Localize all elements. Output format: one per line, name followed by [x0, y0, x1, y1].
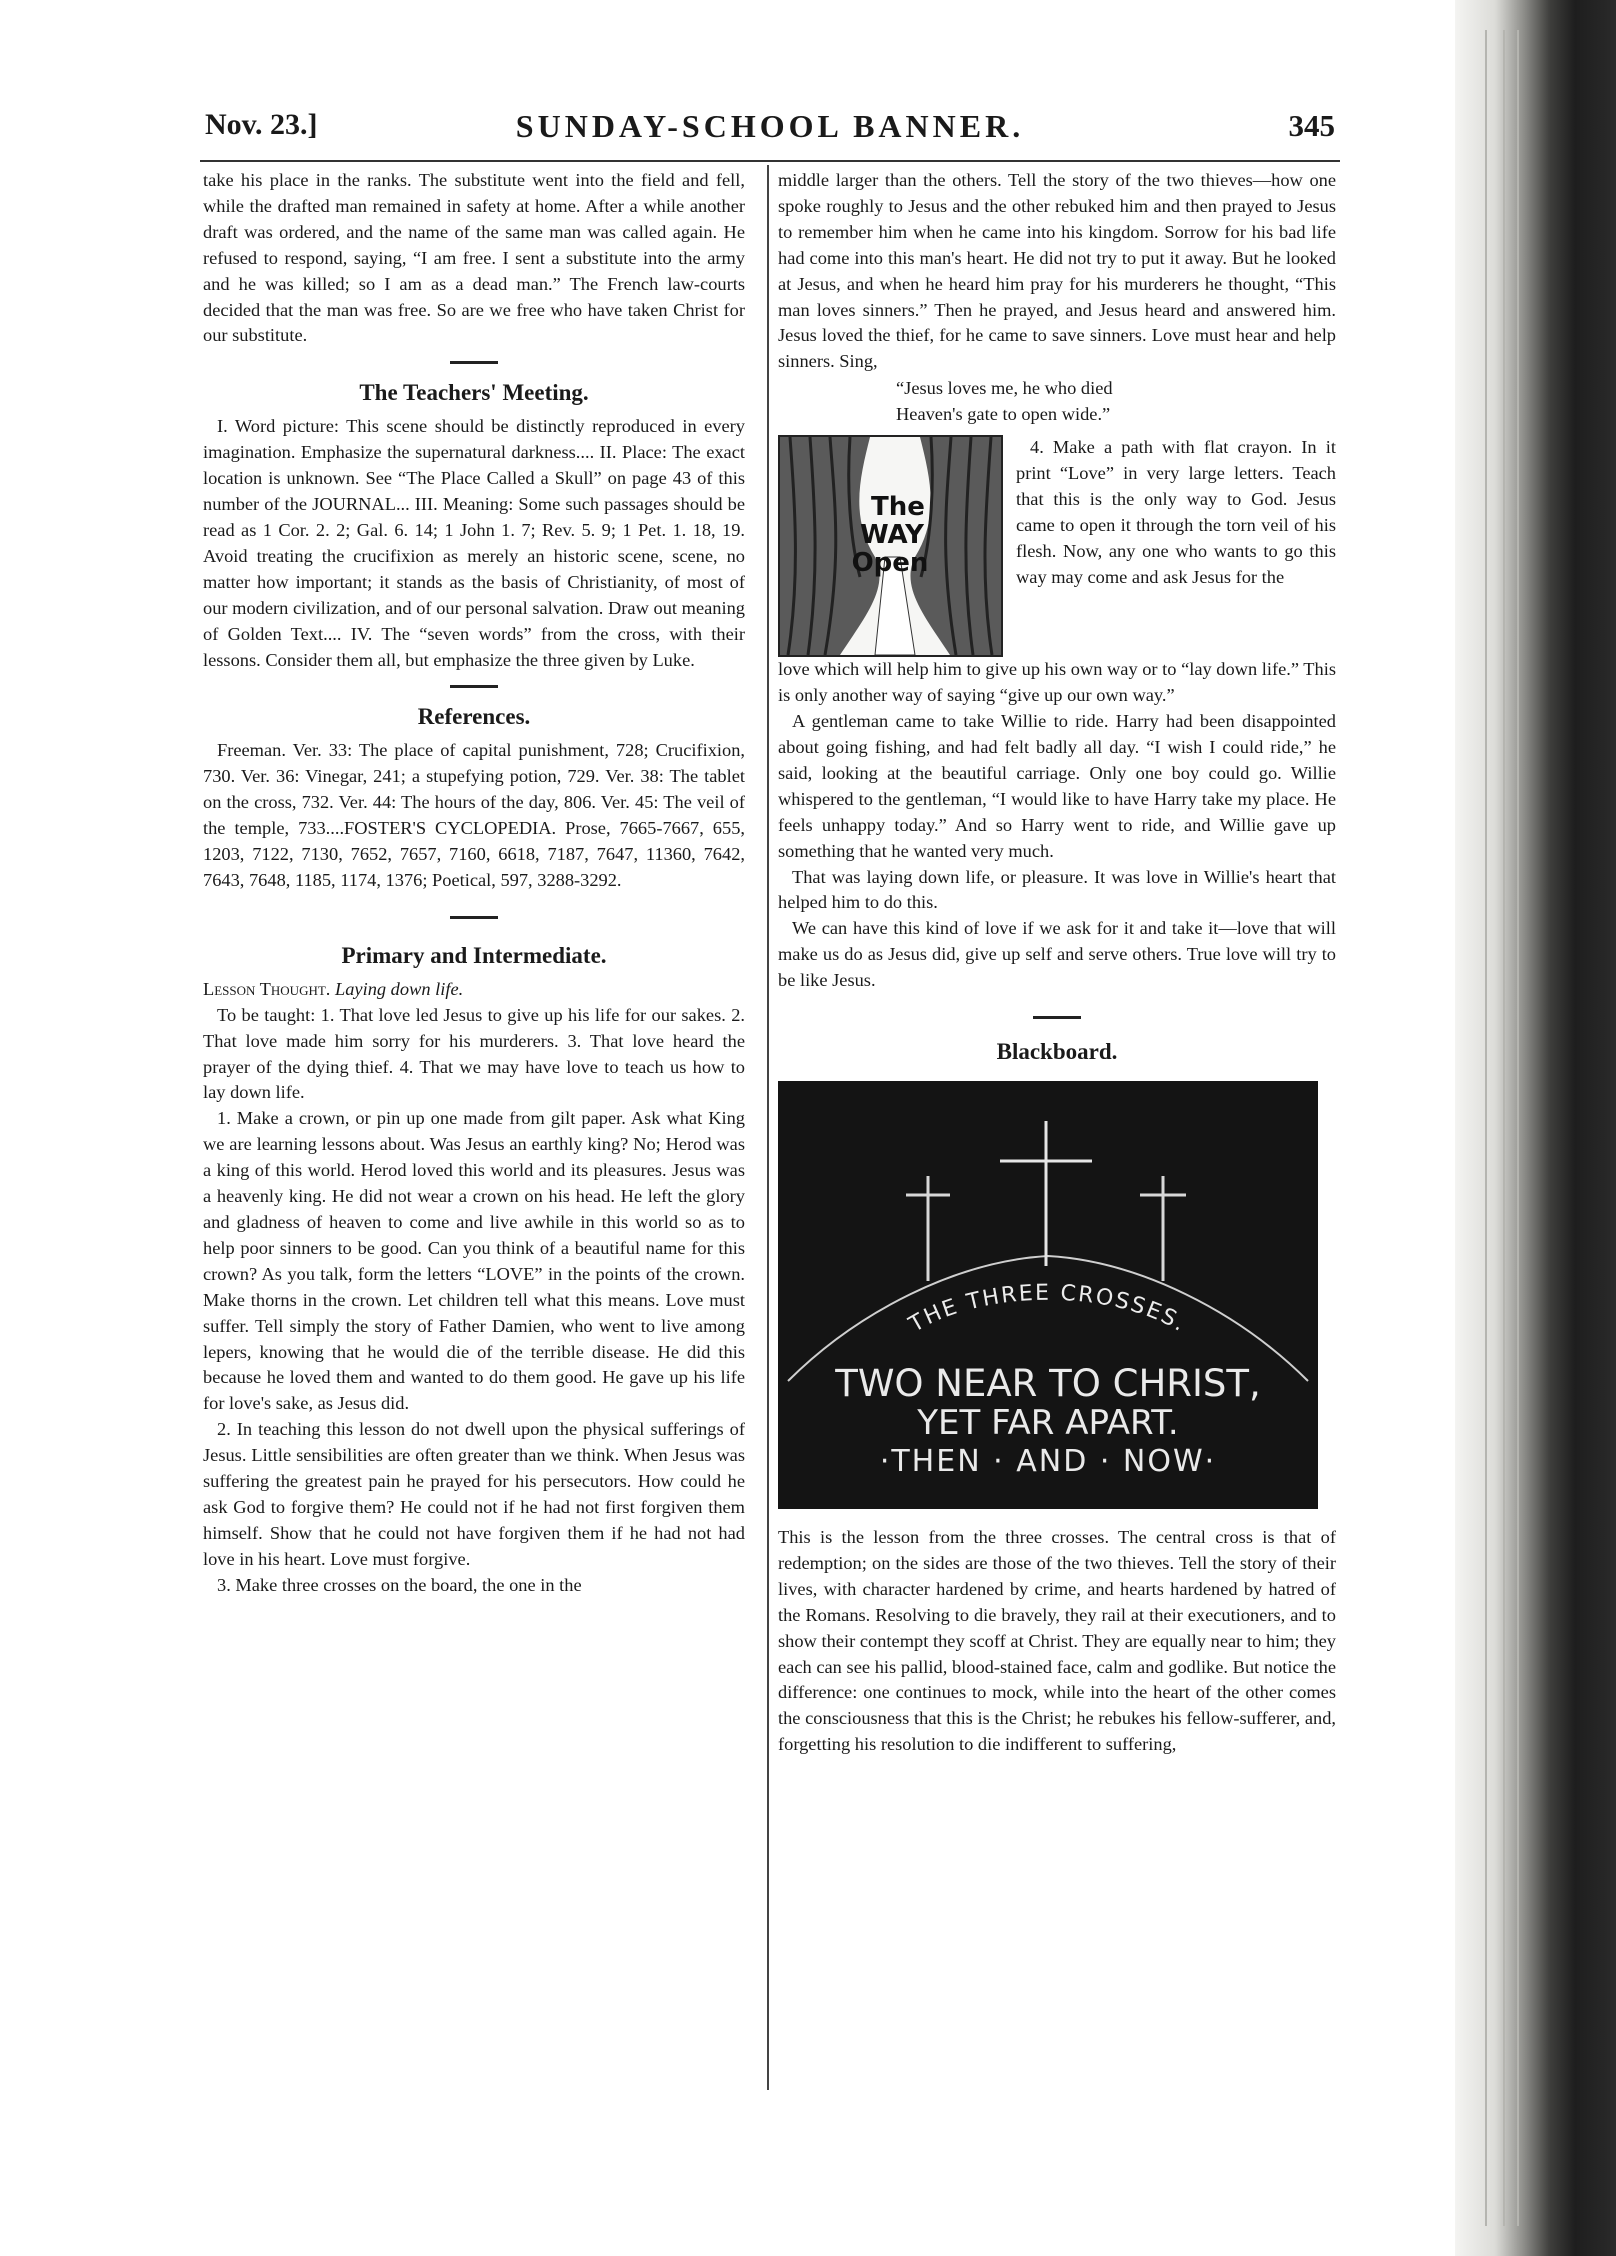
- verse-line-1: “Jesus loves me, he who died: [896, 378, 1113, 399]
- blackboard-line-1: TWO NEAR TO CHRIST,: [835, 1362, 1261, 1406]
- teachers-meeting-text: I. Word picture: This scene should be distinctly reproduced in every imagination. Emphasize the supernatural darkness.... II. Place: The exact location is unknown. See “The Place Called a Skull” on page 4​3 of this number of the JOURNAL... III. Meaning: Some such passages should be read as 1 Cor. 2. 2; Gal. 6. 14; 1 John 1. 7; Rev. 5. 9; 1 Pet. 1. 18, 19. Avoid treating the crucifixion as merely an historic scene, scene, no matter how important; it stands as the basis of Christianity, of most of our modern civilization, and of our personal salvation. Draw out meaning of Golden Text.... IV. The “seven words” from the cross, with their lessons. Consider them all, but emphasize the three given by Luke.: [203, 416, 745, 670]
- blackboard-illustration: [778, 1081, 1318, 1509]
- way-open-block: [778, 435, 1336, 657]
- right-column: [778, 168, 1336, 1758]
- header-date: Nov. 23.]: [205, 108, 318, 141]
- page-header: [205, 108, 1335, 158]
- header-page-number: 345: [1288, 108, 1335, 143]
- blackboard-heading: Blackboard.: [996, 1039, 1118, 1065]
- page-binding-edge: [1455, 0, 1616, 2256]
- header-title: SUNDAY-SCHOOL BANNER.: [515, 108, 1025, 144]
- section-divider: [450, 916, 498, 919]
- curtain-drawing: [780, 437, 1001, 655]
- willie-story: A gentleman came to take Willie to ride. Harry had been disappointed about going fishing, and had felt badly all day. “I wish I could ride,” he said, looking at the beautiful carriage. Only one boy could go. Willie whispered to the gentleman, “I would like to have Harry take my place. He feels unhappy today.” And so Harry went to ride, and Willie gave up something that he wanted very much.: [778, 711, 1336, 861]
- section-divider: [450, 361, 498, 364]
- way-word-3: Open: [851, 548, 929, 579]
- point-4-text: 4. Make a path with flat crayon. In it print “Love” in very large letters. Teach that this is the only way to God. Jesus came to open it through the torn veil of his flesh. Now, any one who wants to go this way may come and ask Jesus for the: [1016, 437, 1336, 587]
- point-2: 2. In teaching this lesson do not dwell upon the physical sufferings of Jesus. Little sensibilities are often greater than we think. When Jesus was suffering the greatest pain he prayed for his persecutors. How could he ask God to forgive them? He could not if he had not first forgiven them himself. Show that he could not have forgiven them if he had not had love in his heart. Love must forgive.: [203, 1419, 745, 1569]
- lesson-thought-text: Laying down life.: [335, 978, 464, 999]
- hymn-verse: [896, 375, 1336, 427]
- lesson-thought-label: Lesson Thought.: [203, 978, 331, 999]
- point-1: 1. Make a crown, or pin up one made from gilt paper. Ask what King we are learning lessons about. Was Jesus an earthly king? No; Herod was a king of this world. Herod loved this world and its pleasures. Jesus was a heavenly king. He did not wear a crown on his head. He left the glory and gladness of heaven to come and live awhile in this world so as to help poor sinners to be good. Can you think of a beautiful name for this crown? As you talk, form the letters “LOVE” in the points of the crown. Make thorns in the crown. Let children tell what this means. Love must suffer. Tell simply the story of Father Damien, who went to live among lepers, knowing that he would die of the terrible disease. He did this because he loved them and wanted to do them good. He gave up his life for love's sake, as Jesus did.: [203, 1108, 745, 1414]
- left-column: [203, 168, 745, 1599]
- arc-text: THE THREE CROSSES.: [905, 1280, 1192, 1338]
- header-rule: [200, 160, 1340, 162]
- laying-down-life: That was laying down life, or pleasure. It was love in Willie's heart that helped him to do this.: [778, 866, 1336, 913]
- teachers-meeting-heading: The Teachers' Meeting.: [359, 380, 589, 406]
- blackboard-line-3: ·THEN · AND · NOW·: [879, 1444, 1217, 1480]
- intro-paragraph: take his place in the ranks. The substitute went into the field and fell, while the drafted man remained in safety at home. After a while another draft was ordered, and the name of the same man was called again. He refused to respond, saying, “I am free. I sent a substitute into the army and he was killed; so I am as a dead man.” The French law-courts decided that the man was free. So are we free who have taken Christ for our substitute.: [203, 170, 745, 346]
- blackboard-explanation: This is the lesson from the three crosses. The central cross is that of redemption; on the sides are those of the two thieves. Tell the story of their lives, with character hardened by crime, and hearts hardened by hatred of the Romans. Resolving to die bravely, they rail at their executioners, and to show their contempt they scoff at Christ. They are equally near to him; they each can see his pallid, blood-stained face, calm and godlike. But notice the difference: one continues to mock, while into the heart of the other comes the consciousness that this is the Christ; he rebukes his fellow-sufferer, and, forgetting his resolution to die indifferent to suffering,: [778, 1527, 1336, 1755]
- references-heading: References.: [417, 704, 531, 730]
- blackboard-line-2: YET FAR APART.: [917, 1403, 1179, 1444]
- to-be-taught: To be taught: 1. That love led Jesus to give up his life for our sakes. 2. That love made him sorry for his murderers. 3. That love heard the prayer of the dying thief. 4. That we may have love to teach us how to lay down life.: [203, 1004, 745, 1103]
- point-4-beside: [1016, 435, 1336, 590]
- we-can-have-love: We can have this kind of love if we ask for it and take it—love that will make us do as Jesus did, give up self and serve others. True love will try to be like Jesus.: [778, 918, 1336, 991]
- way-open-illustration: [778, 435, 1003, 657]
- lesson-thought-line: [203, 977, 745, 1003]
- section-divider: [450, 685, 498, 688]
- point-3-start: 3. Make three crosses on the board, the one in the: [217, 1574, 582, 1595]
- column-divider: [767, 165, 769, 2090]
- way-word-1: The: [871, 492, 925, 523]
- verse-line-2: Heaven's gate to open wide.”: [896, 404, 1111, 425]
- way-word-2: WAY: [860, 520, 924, 551]
- svg-text:THE THREE CROSSES.: [904, 1281, 1191, 1338]
- continued-paragraph: middle larger than the others. Tell the story of the two thieves—how one spoke roughly to Jesus and the other rebuked him and then prayed to Jesus to remember him when he came into his kingdom. Sorrow for his bad life had come into this man's heart. He did not try to put it away. But he looked at Jesus, and when he heard him pray for his murderers he thought, “This man loves sinners.” Then he prayed, and Jesus heard and answered him. Jesus loved the thief, for he came to save sinners. Love must hear and help sinners. Sing,: [778, 170, 1336, 372]
- point-4-continued: love which will help him to give up his own way or to “lay down life.” This is only another way of saying “give up our own way.”: [778, 659, 1336, 706]
- references-text: Freeman. Ver. 33: The place of capital punishment, 728; Crucifixion, 730. Ver. 36: Vinegar, 241; a stupefying potion, 729. Ver. 38: The tablet on the cross, 732. Ver. 44: The hours of the day, 806. Ver. 45: The veil of the temple, 733....FOSTER'S CYCLOPEDIA. Prose, 7665-7667, 655, 1203, 7122, 7130, 7652, 7657, 7160, 6618, 7187, 7647, 11360, 7642, 7643, 7648, 1185, 1174, 1376; Poetical, 597, 3288-3292.: [203, 740, 745, 890]
- section-divider: [1033, 1016, 1081, 1019]
- primary-intermediate-heading: Primary and Intermediate.: [341, 942, 607, 968]
